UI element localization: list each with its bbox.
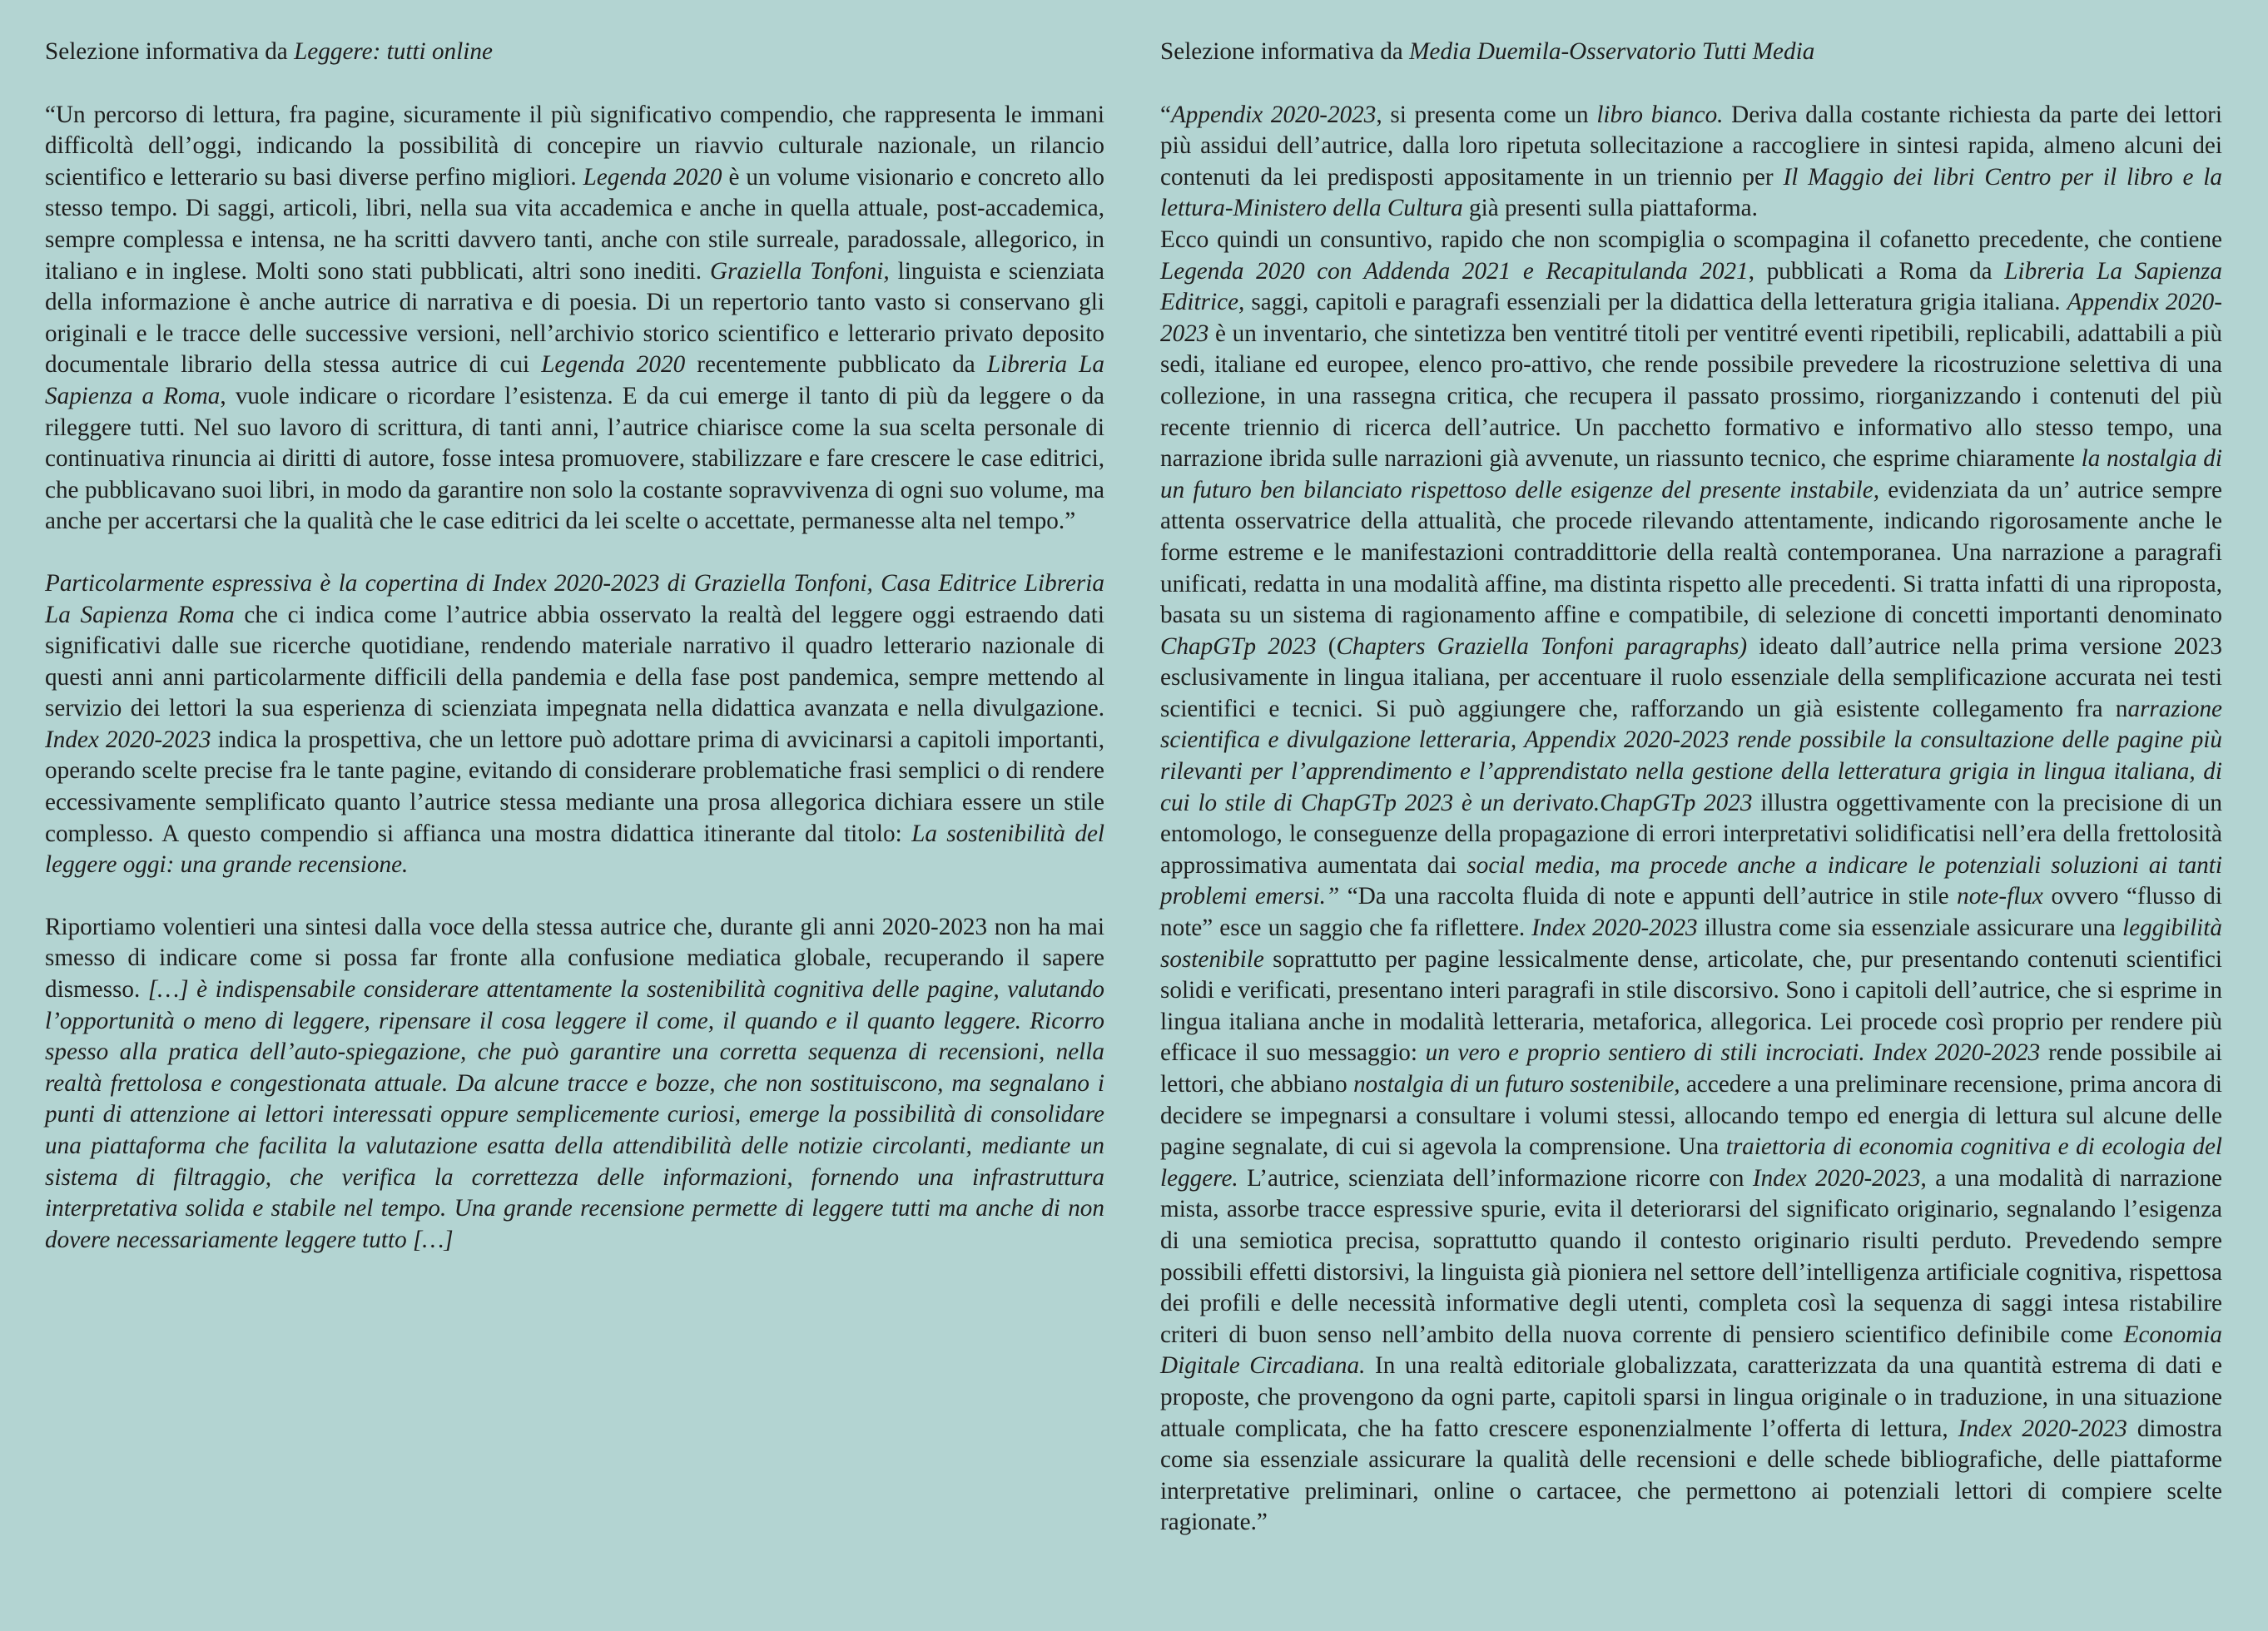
italic-run: Libreria La Sapienza Editrice,: [1160, 257, 2222, 316]
italic-run: Index 2020-2023: [45, 726, 211, 753]
left-paragraph-1: [45, 100, 1104, 538]
right-heading: [1160, 37, 2222, 68]
italic-run: Chapters Graziella Tonfoni paragraphs): [1336, 632, 1748, 660]
text-run: “: [1160, 101, 1171, 128]
italic-run: Graziella Tonfoni,: [710, 257, 890, 285]
text-run: , pubblicati a Roma da: [1748, 257, 2005, 285]
italic-run: Appendix 2020-2023: [1160, 289, 2222, 347]
text-run: illustra oggettivamente con la precisione di un entomologo, le conseguenze della propagazione di errori interpretativi solidificatisi nell’era della frettolosità approssimativa aumentata dai: [1160, 789, 2222, 879]
italic-run: la nostalgia di un futuro ben bilanciato rispettoso delle esigenze del presente instabile,: [1160, 445, 2223, 503]
italic-run: ChapGTp 2023: [1160, 632, 1317, 660]
text-run: L’autrice, scienziata dell’informazione ricorre con: [1238, 1164, 1753, 1192]
right-column: [1160, 37, 2222, 1539]
text-run: , si presenta come un: [1376, 101, 1597, 128]
italic-run: Index 2020-2023: [1531, 915, 1698, 942]
text-run: linguista e scienziata della informazione è anche autrice di narrativa e di poesia. Di un repertorio tanto vasto si conservano gli originali e le tracce delle successive versioni, nell’archivio storico scientifico e letterario privato deposito documentale librario della stessa autrice di cui: [45, 257, 1104, 379]
italic-run: nostalgia di un futuro sostenibile,: [1353, 1071, 1680, 1098]
italic-run: Media Duemila-Osservatorio Tutti Media: [1409, 38, 1815, 65]
text-run: , a una modalità di narrazione mista, assorbe tracce espressive spurie, evita il deteriorarsi del significato originario, segnalando l’esigenza di una semiotica precisa, soprattutto quando il contesto originario risulti perduto. Prevedendo sempre possibili effetti distorsivi, la linguista già pioniera nel settore dell’intelligenza artificiale cognitiva, rispettosa dei profili e delle necessità informative degli utenti, completa così la sequenza di saggi intesa ristabilire criteri di buon senso nell’ambito della nuova corrente di pensiero scientifico definibile come: [1160, 1164, 2222, 1348]
text-run: è un inventario, che sintetizza ben ventitré titoli per ventitré eventi ripetibili, replicabili, adattabili a più sedi, italiane ed europee, elenco pro-attivo, che rende possibile prevedere la ricostruzione selettiva di una collezione, in una rassegna critica, che recupera il passato prossimo, riorganizzando i contenuti del più recente triennio di ricerca dell’autrice. Un pacchetto formativo e informativo allo stesso tempo, una narrazione ibrida sulle narrazioni già avvenute, un riassunto tecnico, che esprime chiaramente: [1160, 320, 2222, 473]
right-paragraph-2: [1160, 225, 2222, 1539]
left-paragraph-3: [45, 912, 1104, 1257]
text-run: ovvero “flusso di note” esce un saggio che fa riflettere.: [1160, 883, 2222, 942]
italic-run: Libreria La Sapienza a Roma: [45, 351, 1104, 409]
text-run: dimostra come sia essenziale assicurare la qualità delle recensioni e delle schede bibliografiche, delle piattaforme interpretative preliminari, online o cartacee, che permettono ai potenziali lettori di compiere scelte ragionate.”: [1160, 1415, 2222, 1536]
italic-run: Appendix 2020-2023: [1170, 101, 1377, 128]
text-run: Riportiamo volentieri una sintesi dalla voce della stessa autrice che, durante gli anni 2020-2023 non ha mai smesso di indicare come si possa far fronte alla confusione mediatica globale, recuperando il sapere dismesso.: [45, 913, 1104, 1004]
text-run: Ecco quindi un consuntivo, rapido che non scompiglia o scompagina il cofanetto precedente, che contiene: [1160, 226, 2222, 253]
text-run: Deriva dalla costante richiesta da parte dei lettori più assidui dell’autrice, dalla loro ripetuta sollecitazione a raccogliere in sintesi rapida, almeno alcuni dei contenuti da lei predisposti appositamente in un triennio per: [1160, 101, 2223, 191]
text-run: già presenti sulla piattaforma.: [1462, 195, 1758, 222]
italic-run: Legenda 2020: [583, 163, 722, 191]
italic-run: arrazione scientifica e divulgazione letteraria, Appendix 2020-2023 rende possibile la consultazione delle pagine più rilevanti per l’apprendimento e l’apprendistato nella gestione della letteratura grigia in lingua italiana, di cui lo stile di ChapGTp 2023 è un derivato.ChapGTp 2023: [1160, 695, 2222, 816]
italic-run: note-flux: [1957, 883, 2043, 910]
italic-run: Index 2020-2023: [1752, 1164, 1921, 1192]
text-run: recentemente pubblicato da: [685, 351, 987, 379]
italic-run: Il Maggio dei libri Centro per il libro e la lettura-Ministero della Cultura: [1160, 163, 2222, 222]
italic-run: Economia Digitale Circadiana.: [1160, 1321, 2222, 1380]
text-run: saggi, capitoli e paragrafi essenziali per la didattica della letteratura grigia italiana.: [1244, 289, 2067, 316]
text-run: soprattutto per pagine lessicalmente dense, articolate, che, pur presentando contenuti scientifici solidi e verificati, presentano interi paragrafi in stile discorsivo. Sono i capitoli dell’autrice, che si esprime in lingua italiana anche in modalità letteraria, metaforica, allegorica. Lei procede così proprio per rendere più efficace il suo messaggio:: [1160, 945, 2222, 1067]
text-run: In una realtà editoriale globalizzata, caratterizzata da una quantità estrema di dati e proposte, che provengono da ogni parte, capitoli sparsi in lingua originale o in traduzione, in una situazione attuale complicata, che ha fatto crescere esponenzialmente l’offerta di lettura,: [1160, 1352, 2222, 1442]
italic-run: libro bianco.: [1596, 101, 1724, 128]
text-run: accedere a una preliminare recensione, prima ancora di decidere se impegnarsi a consultare i volumi stessi, allocando tempo ed energia di lettura sul alcune delle pagine segnalate, di cui si agevola la comprensione. Una: [1160, 1071, 2222, 1161]
italic-run: […] è indispensabile considerare attentamente la sostenibilità cognitiva delle pagine, valutando l’opportunità o meno di leggere, ripensare il cosa leggere il come, il quando e il quanto leggere. Ricorro spesso alla pratica dell’auto-spiegazione, che può garantire una corretta sequenza di recensioni, nella realtà frettolosa e congestionata attuale. Da alcune tracce e bozze, che non sostituiscono, ma segnalano i punti di attenzione ai lettori interessati oppure semplicemente curiosi, emerge la possibilità di consolidare una piattaforma che facilita la valutazione esatta della attendibilità delle notizie circolanti, mediante un sistema di filtraggio, che verifica la correttezza delle informazioni, fornendo una infrastruttura interpretativa solida e stabile nel tempo. Una grande recensione permette di leggere tutti ma anche di non dovere necessariamente leggere tutto […]: [45, 976, 1105, 1253]
italic-run: un vero e proprio sentiero di stili incrociati. Index 2020-2023: [1425, 1039, 2041, 1067]
italic-run: Particolarmente espressiva è la copertina di Index 2020-2023 di Graziella Tonfoni, Casa Editrice Libreria La Sapienza Roma: [45, 569, 1104, 628]
right-paragraph-1: [1160, 100, 2222, 225]
text-run: evidenziata da un’ autrice sempre attenta osservatrice della attualità, che procede rilevando attentamente, indicando rigorosamente anche le forme estreme e le manifestazioni contraddittorie della realtà contemporanea. Una narrazione a paragrafi unificati, redatta in una modalità affine, ma distinta rispetto alle precedenti. Si tratta infatti di una riproposta, basata su un sistema di ragionamento affine e compatibile, di selezione di concetti importanti denominato: [1160, 476, 2222, 629]
text-run: ideato dall’autrice nella prima versione 2023 esclusivamente in lingua italiana, per accentuare il ruolo essenziale della semplificazione accurata nei testi scientifici e tecnici. Si può aggiungere che, rafforzando un già esistente collegamento fra n: [1160, 632, 2222, 722]
italic-run: Leggere: tutti online: [294, 38, 493, 65]
text-run: Selezione informativa da: [1160, 38, 1410, 65]
left-paragraph-2: [45, 568, 1104, 881]
italic-run: Legenda 2020: [541, 351, 686, 379]
text-run: “Un percorso di lettura, fra pagine, sicuramente il più significativo compendio, che rappresenta le immani difficoltà dell’oggi, indicando la possibilità di concepire un riavvio culturale nazionale, un rilancio scientifico e letterario su basi diverse perfino migliori.: [45, 101, 1104, 191]
text-run: Selezione informativa da: [45, 38, 295, 65]
text-run: è un volume visionario e concreto allo stesso tempo. Di saggi, articoli, libri, nella sua vita accademica e anche in quella attuale, post-accademica, sempre complessa e intensa, ne ha scritti davvero tanti, anche con stile surreale, paradossale, allegorico, in italiano e in inglese. Molti sono stati pubblicati, altri sono inediti.: [45, 163, 1104, 285]
italic-run: Index 2020-2023: [1958, 1415, 2127, 1442]
text-run: “Da una raccolta fluida di note e appunti dell’autrice in stile: [1339, 883, 1958, 910]
text-run: che ci indica come l’autrice abbia osservato la realtà del leggere oggi estraendo dati significativi dalle sue ricerche quotidiane, rendendo materiale narrativo il quadro letterario nazionale di questi anni anni particolarmente difficili della pandemia e della fase post pandemica, sempre mettendo al servizio dei lettori la sua esperienza di scienziata impegnata nella didattica avanzata e nella divulgazione.: [45, 601, 1105, 722]
text-run: , vuole indicare o ricordare l’esistenza. E da cui emerge il tanto di più da leggere o da rileggere tutti. Nel suo lavoro di scrittura, di tanti anni, l’autrice chiarisce come la sua scelta personale di continuativa rinuncia ai diritti di autore, fosse intesa promuovere, stabilizzare e fare crescere le case editrici, che pubblicavano suoi libri, in modo da garantire non solo la costante sopravvivenza di ogni suo volume, ma anche per accertarsi che la qualità che le case editrici da lei scelte o accettate, permanesse alta nel tempo.”: [45, 382, 1104, 535]
italic-run: social media, ma procede anche a indicare le potenziali soluzioni ai tanti problemi emersi.”: [1160, 851, 2222, 910]
text-run: (: [1316, 632, 1337, 660]
left-column: [45, 37, 1104, 1286]
text-run: indica la prospettiva, che un lettore può adottare prima di avvicinarsi a capitoli importanti, operando scelte precise fra le tante pagine, evitando di considerare problematiche frasi semplici o di rendere eccessivamente semplificato quanto l’autrice stessa mediante una prosa allegorica dichiara essere un stile complesso. A questo compendio si affianca una mostra didattica itinerante dal titolo:: [45, 726, 1104, 847]
left-heading: [45, 37, 1104, 68]
italic-run: Legenda 2020 con Addenda 2021 e Recapitulanda 2021: [1160, 257, 1749, 285]
italic-run: La sostenibilità del leggere oggi: una grande recensione.: [45, 820, 1105, 879]
text-run: rende possibile ai lettori, che abbiano: [1160, 1039, 2222, 1098]
italic-run: traiettoria di economia cognitiva e di ecologia del leggere.: [1160, 1133, 2223, 1192]
italic-run: leggibilità sostenibile: [1160, 915, 2222, 973]
text-run: illustra come sia essenziale assicurare una: [1697, 915, 2122, 942]
